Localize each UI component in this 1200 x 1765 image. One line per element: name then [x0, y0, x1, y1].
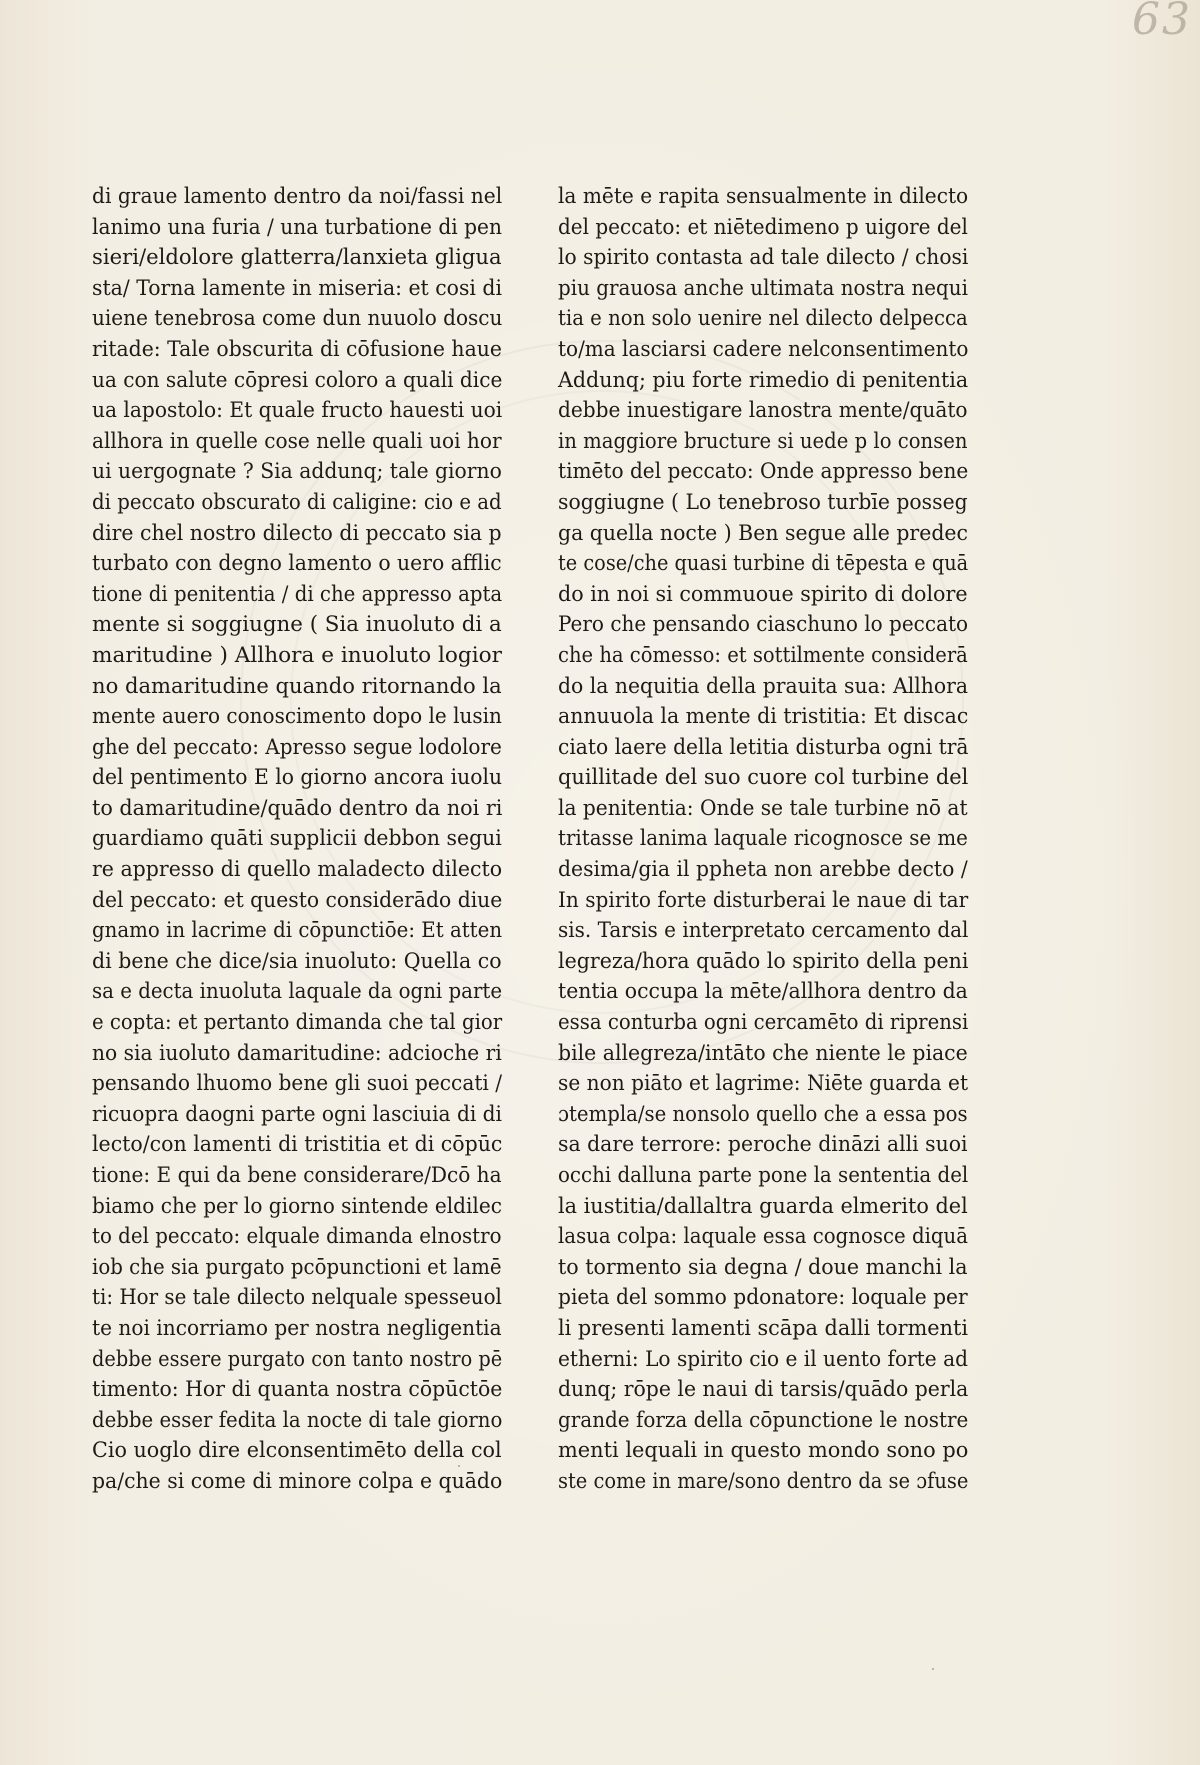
text-line: ricuopra daogni parte ogni lasciuia di di — [92, 1101, 502, 1127]
text-line: mente auero conoscimento dopo le lusin — [92, 704, 502, 730]
text-line: lo spirito contasta ad tale dilecto / chosi — [558, 245, 969, 271]
text-line: biamo che per lo giorno sintende eldilec — [92, 1193, 502, 1219]
text-line: legreza/hora quādo lo spirito della peni — [558, 948, 969, 974]
text-line: etherni: Lo spirito cio e il uento forte ad — [558, 1346, 968, 1372]
text-line: di graue lamento dentro da noi/fassi nel — [92, 184, 503, 209]
text-line: tia e non solo uenire nel dilecto delpecca — [558, 306, 968, 332]
text-line: debbe inuestigare lanostra mente/quāto — [558, 398, 968, 424]
text-line: ua lapostolo: Et quale fructo hauesti uoi — [92, 398, 503, 424]
text-line: pensando lhuomo bene gli suoi peccati / — [92, 1071, 503, 1097]
text-line: sa dare terrore: peroche dināzi alli suoi — [558, 1132, 968, 1158]
text-line: sta/ Torna lamente in miseria: et cosi di — [92, 275, 503, 301]
text-line: guardiamo quāti supplicii debbon segui — [92, 826, 502, 852]
text-line: to del peccato: elquale dimanda elnostro — [92, 1224, 502, 1250]
text-line: soggiugne ( Lo tenebroso turbīe posseg — [558, 489, 968, 515]
text-line: di peccato obscurato di caligine: cio e ad — [92, 489, 502, 515]
text-line: lanimo una furia / una turbatione di pen — [92, 214, 502, 240]
text-line: ritade: Tale obscurita di cōfusione haue — [92, 336, 502, 362]
text-line: to tormento sia degna / doue manchi la — [558, 1254, 968, 1280]
text-line: desima/gia il ppheta non arebbe decto / — [558, 857, 968, 883]
text-line: to damaritudine/quādo dentro da noi ri — [92, 795, 503, 821]
text-line: uiene tenebrosa come dun nuuolo doscu — [92, 306, 503, 332]
text-line: essa conturba ogni cercamēto di riprensi — [558, 1010, 969, 1036]
text-line: timento: Hor di quanta nostra cōpūctōe — [92, 1377, 503, 1403]
text-line: la mēte e rapita sensualmente in dilecto — [558, 184, 969, 209]
text-line: di bene che dice/sia inuoluto: Quella co — [92, 948, 502, 974]
text-line: del pentimento E lo giorno ancora iuolu — [92, 765, 503, 791]
text-line: ghe del peccato: Apresso segue lodolore — [92, 734, 502, 760]
text-line: pa/che si come di minore colpa e quādo — [92, 1468, 503, 1494]
text-line: Addunq; piu forte rimedio di penitentia — [558, 367, 969, 393]
text-line: annuuola la mente di tristitia: Et discac — [558, 704, 969, 730]
text-line: ɔtempla/se nonsolo quello che a essa pos — [558, 1101, 968, 1127]
text-line: ste come in mare/sono dentro da se ɔfuse — [558, 1468, 969, 1494]
text-line: timēto del peccato: Onde appresso bene — [558, 459, 969, 485]
text-line: che ha cōmesso: et sottilmente considerā — [558, 642, 968, 668]
text-line: la penitentia: Onde se tale turbine nō at — [558, 795, 968, 821]
text-line: te cose/che quasi turbine di tēpesta e quā — [558, 551, 969, 577]
text-line: menti lequali in questo mondo sono po — [558, 1438, 969, 1464]
text-line: no sia iuoluto damaritudine: adcioche ri — [92, 1040, 502, 1066]
text-line: tentia occupa la mēte/allhora dentro da — [558, 979, 968, 1005]
text-line: sieri/eldolore glatterra/lanxieta gligua — [92, 245, 502, 271]
text-line: dire chel nostro dilecto di peccato sia p — [92, 520, 502, 546]
text-line: ga quella nocte ) Ben segue alle predec — [558, 520, 968, 546]
folio-number: 63 — [1132, 0, 1192, 45]
text-line: occhi dalluna parte pone la sententia del — [558, 1163, 969, 1188]
text-column-left — [92, 182, 502, 1498]
text-line: se non piāto et lagrime: Niēte guarda et — [558, 1071, 969, 1097]
text-line: tione: E qui da bene considerare/Dcō ha — [92, 1163, 502, 1188]
text-line: ui uergognate ? Sia addunq; tale giorno — [92, 459, 502, 485]
text-line: debbe essere purgato con tanto nostro pē — [92, 1346, 503, 1372]
text-line: li presenti lamenti scāpa dalli tormenti — [558, 1315, 969, 1341]
text-line: ti: Hor se tale dilecto nelquale spesseuol — [92, 1285, 502, 1311]
text-line: In spirito forte disturberai le naue di tar — [558, 887, 969, 913]
text-line: Pero che pensando ciaschuno lo peccato — [558, 612, 969, 638]
text-line: no damaritudine quando ritornando la — [92, 673, 502, 699]
text-line: sis. Tarsis e interpretato cercamento dal — [558, 918, 969, 944]
text-line: grande forza della cōpunctione le nostre — [558, 1407, 969, 1433]
text-line: ua con salute cōpresi coloro a quali dice — [92, 367, 503, 393]
text-line: del peccato: et questo considerādo diue — [92, 887, 503, 913]
text-line: te noi incorriamo per nostra negligentia — [92, 1315, 502, 1341]
text-line: iob che sia purgato pcōpunctioni et lamē — [92, 1254, 502, 1280]
text-line: lecto/con lamenti di tristitia et di cōpūc — [92, 1132, 503, 1158]
text-line: allhora in quelle cose nelle quali uoi hor — [92, 428, 502, 454]
text-line: sa e decta inuoluta laquale da ogni parte — [92, 979, 503, 1005]
text-line: turbato con degno lamento o uero afflic — [92, 551, 502, 577]
text-line: e copta: et pertanto dimanda che tal gior — [92, 1010, 503, 1036]
text-line: la iustitia/dallaltra guarda elmerito del — [558, 1193, 968, 1219]
text-line: dunq; rōpe le naui di tarsis/quādo perla — [558, 1377, 969, 1403]
text-line: in maggiore bructure si uede p lo consen — [558, 428, 968, 454]
text-line: gnamo in lacrime di cōpunctiōe: Et atten — [92, 918, 503, 944]
text-line: piu grauosa anche ultimata nostra nequi — [558, 275, 968, 301]
paper-speck — [932, 1668, 934, 1670]
text-line: re appresso di quello maladecto dilecto — [92, 857, 503, 883]
text-line: Cio uoglo dire elconsentimēto della col — [92, 1438, 502, 1464]
text-line: debbe esser fedita la nocte di tale giorno — [92, 1407, 503, 1433]
text-line: tione di penitentia / di che appresso apta — [92, 581, 503, 607]
text-line: do la nequitia della prauita sua: Allhora — [558, 673, 969, 699]
text-line: to/ma lasciarsi cadere nelconsentimento — [558, 336, 969, 362]
text-line: mente si soggiugne ( Sia inuoluto di a — [92, 612, 502, 638]
paper-speck — [458, 1465, 460, 1467]
text-line: quillitade del suo cuore col turbine del — [558, 765, 969, 791]
text-line: do in noi si commuoue spirito di dolore — [558, 581, 968, 607]
text-line: maritudine ) Allhora e inuoluto logior — [92, 642, 503, 668]
text-line: tritasse lanima laquale ricognosce se me — [558, 826, 968, 852]
text-line: bile allegreza/intāto che niente le piace — [558, 1040, 968, 1066]
text-line: ciato laere della letitia disturba ogni trā — [558, 734, 969, 760]
text-line: pieta del sommo pdonatore: loquale per — [558, 1285, 968, 1311]
text-line: del peccato: et niētedimeno p uigore del — [558, 214, 968, 240]
text-line: lasua colpa: laquale essa cognosce diquā — [558, 1224, 968, 1250]
text-column-right — [558, 182, 968, 1498]
